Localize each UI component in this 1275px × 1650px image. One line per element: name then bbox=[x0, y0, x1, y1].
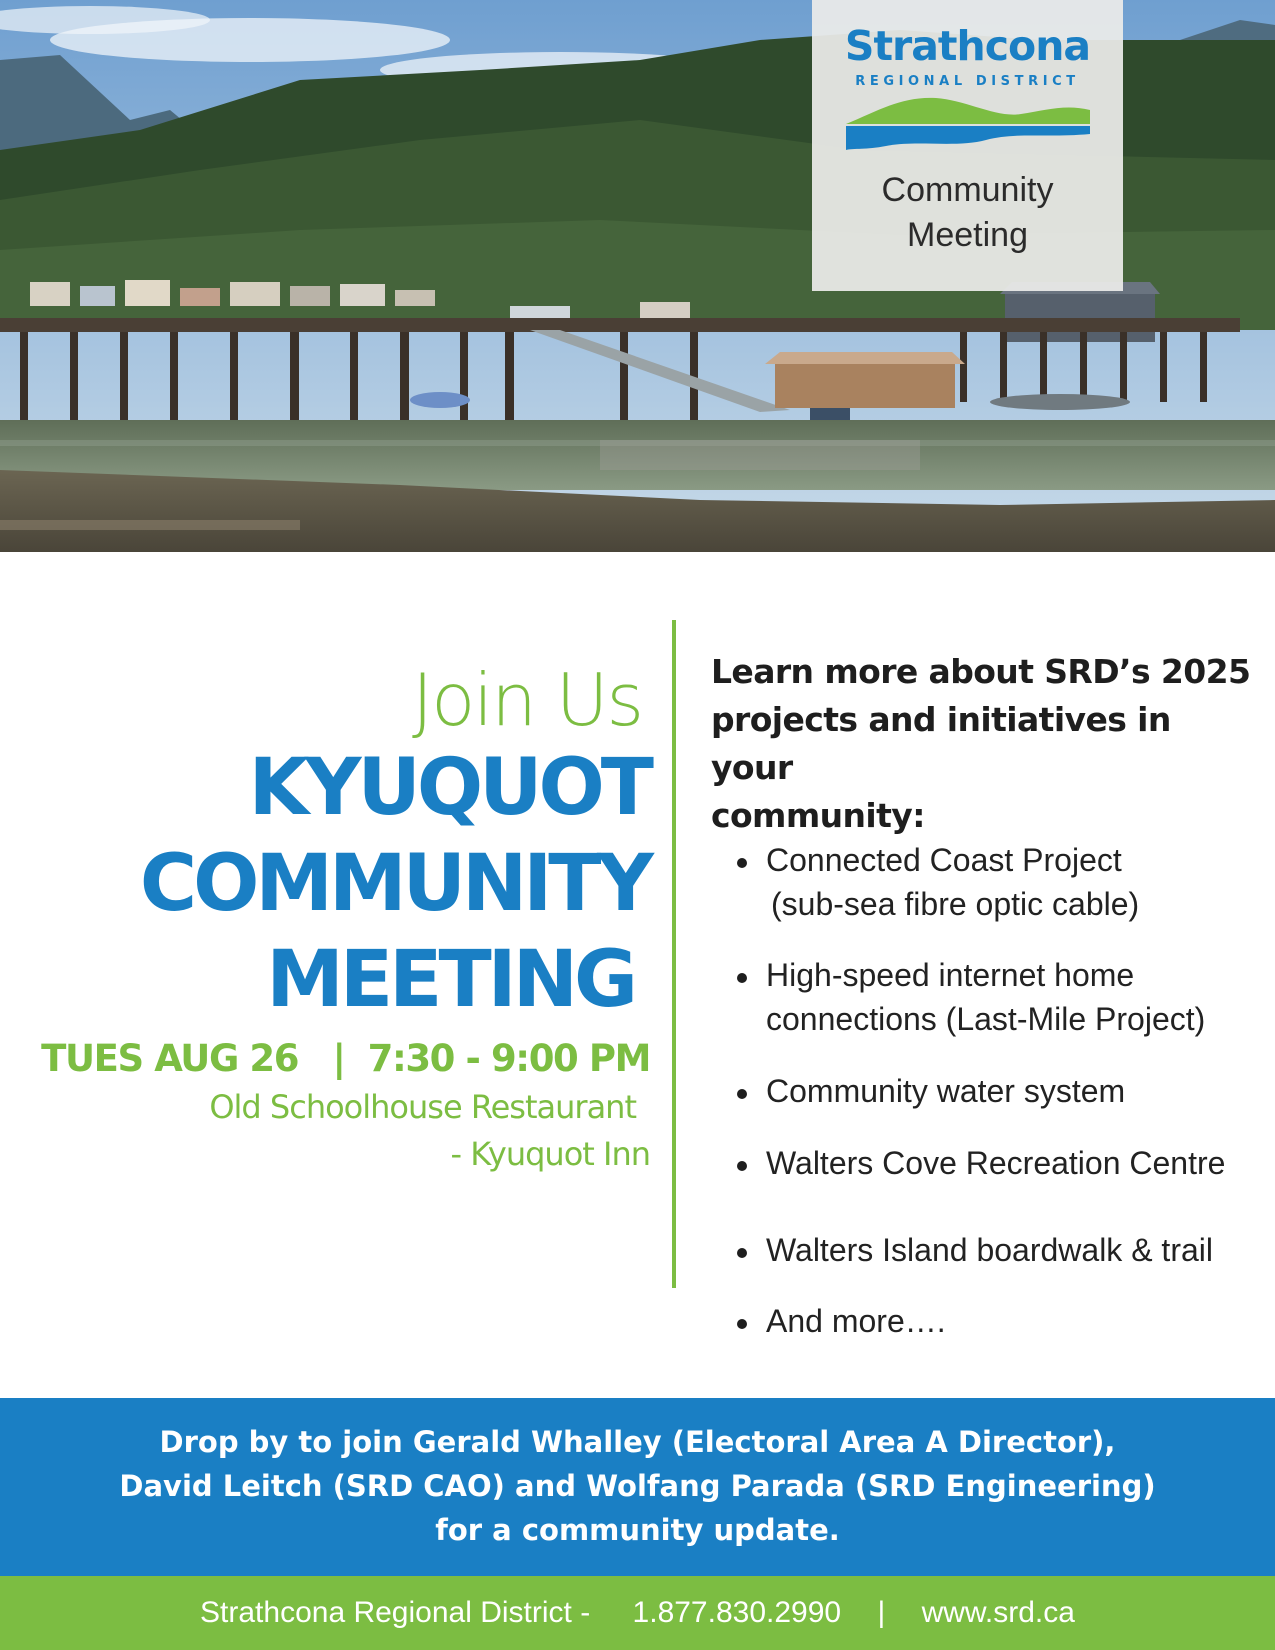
list-item-text: Walters Island boardwalk & trail bbox=[766, 1232, 1213, 1268]
event-date-time bbox=[40, 1034, 650, 1084]
event-info bbox=[40, 660, 650, 1178]
projects-heading-line1: Learn more about SRD’s 2025 bbox=[711, 652, 1251, 691]
footer-website-link[interactable]: www.srd.ca bbox=[921, 1596, 1075, 1629]
bullet-icon bbox=[737, 1319, 747, 1329]
event-date-time-text: TUES AUG 26 | 7:30 - 9:00 PM bbox=[41, 1037, 650, 1080]
projects-heading bbox=[711, 648, 1256, 840]
bullet-icon bbox=[737, 1161, 747, 1171]
bullet-icon bbox=[737, 858, 747, 868]
footer-org: Strathcona Regional District - bbox=[200, 1596, 591, 1629]
landscape-logo-icon bbox=[846, 90, 1090, 160]
title-line-1: KYUQUOT bbox=[248, 743, 650, 833]
list-item-subtext: (sub-sea fibre optic cable) bbox=[771, 886, 1140, 922]
projects-section bbox=[711, 648, 1256, 1339]
location-line-2: - Kyuquot Inn bbox=[450, 1135, 650, 1173]
title-line-2: COMMUNITY bbox=[139, 839, 650, 929]
brand-subtitle: REGIONAL DISTRICT bbox=[855, 74, 1080, 89]
footer bbox=[0, 1576, 1275, 1650]
footer-phone: 1.877.830.2990 bbox=[632, 1596, 842, 1629]
list-item-text: And more…. bbox=[766, 1303, 946, 1339]
bullet-icon bbox=[737, 1248, 747, 1258]
list-item-text: Walters Cove Recreation Centre bbox=[766, 1145, 1226, 1181]
list-item-text: Connected Coast Project bbox=[766, 842, 1122, 878]
bullet-icon bbox=[737, 1089, 747, 1099]
logo-card bbox=[812, 0, 1123, 291]
event-location bbox=[40, 1084, 650, 1178]
invitation-line3: for a community update. bbox=[435, 1513, 840, 1547]
card-caption-line2: Meeting bbox=[907, 216, 1028, 254]
location-line-1: Old Schoolhouse Restaurant bbox=[209, 1088, 636, 1126]
bullet-icon bbox=[737, 973, 747, 983]
invitation-line2: David Leitch (SRD CAO) and Wolfang Parada (SRD Engineering) bbox=[119, 1469, 1156, 1503]
list-item-text: Community water system bbox=[766, 1073, 1126, 1109]
card-caption-line1: Community bbox=[881, 171, 1054, 209]
title-line-3: MEETING bbox=[266, 935, 634, 1025]
invitation-line1: Drop by to join Gerald Whalley (Electoral Area A Director), bbox=[159, 1425, 1116, 1459]
list-item-subtext: connections (Last-Mile Project) bbox=[766, 1001, 1206, 1037]
vertical-divider bbox=[672, 620, 676, 1288]
list-item-text: High-speed internet home bbox=[766, 957, 1135, 993]
invitation-band bbox=[0, 1398, 1275, 1576]
footer-divider: | bbox=[877, 1596, 886, 1629]
card-caption bbox=[812, 168, 1123, 258]
join-us-heading: Join Us bbox=[411, 658, 642, 742]
projects-heading-line3: community: bbox=[711, 796, 925, 835]
projects-heading-line2: projects and initiatives in your bbox=[711, 700, 1171, 787]
event-title bbox=[40, 740, 650, 1028]
brand-name: Strathcona bbox=[844, 22, 1091, 70]
